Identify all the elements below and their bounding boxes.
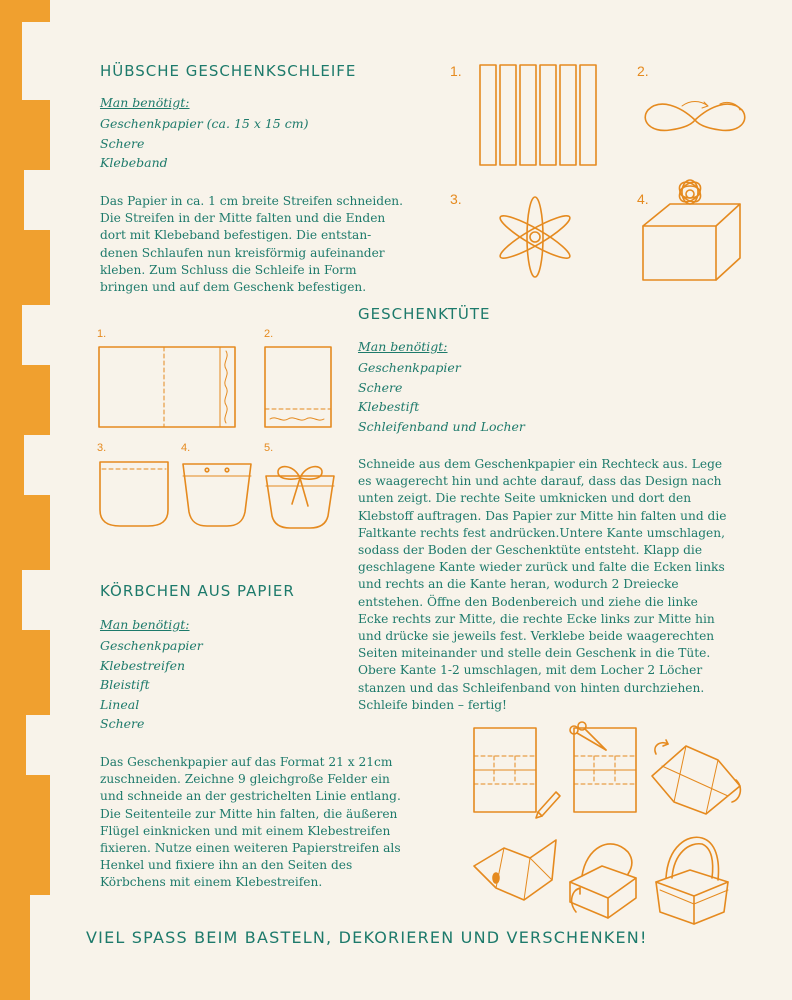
bag-step-5-illustration <box>264 460 336 532</box>
basket-title: KÖRBCHEN AUS PAPIER <box>100 582 295 600</box>
loop-star-illustration <box>490 192 580 282</box>
list-item: Klebestreifen <box>100 657 186 673</box>
basket-folding-illustration <box>648 736 744 818</box>
list-item: Schere <box>100 135 145 151</box>
bag-step-number: 3. <box>97 442 107 454</box>
list-item: Schere <box>358 379 403 395</box>
bow-step-number: 4. <box>637 191 649 207</box>
finished-basket-illustration <box>650 830 734 926</box>
bow-needs-label: Man benötigt: <box>100 95 190 110</box>
bow-instructions: Das Papier in ca. 1 cm breite Streifen schneiden. Die Streifen in der Mitte falten und die Enden dort mit Klebeband befestigen. Die entstan- denen Schlaufen nun kreisförmig aufeinander kleben. Zum Schluss die Schleife in Form bringen und auf dem Geschenk befestigen. <box>100 194 404 295</box>
bow-step-number: 3. <box>450 191 462 207</box>
list-item: Bleistift <box>100 677 150 692</box>
bag-step-number: 4. <box>181 442 191 454</box>
bag-instructions: Schneide aus dem Geschenkpapier ein Rechteck aus. Lege es waagerecht hin und achte darauf, dass das Design nach unten zeigt. Die rechte Seite umknicken und dort den Klebstoff auftragen. Das Papier zur Mitte hin falten und die Faltkante rechts fest andrücken.Untere Kante umschlagen, sodass der Boden der Geschenktüte entsteht. Klapp die geschlagene Kante wieder zurück und falte die Ecken links und rechts an die Kante heran, wodurch 2 Dreiecke entstehen. Öffne den Bodenbereich und ziehe die linke Ecke rechts zur Mitte, die rechte Ecke links zur Mitte hin und drücke sie jeweils fest. Verklebe beide waagerechten Seiten miteinander und stelle dein Geschenk in die Tüte. Obere Kante 1-2 umschlagen, mit dem Locher 2 Löcher stanzen und das Schleifenband von hinten durchziehen. Schleife binden – fertig! <box>358 457 727 712</box>
list-item: Klebestift <box>358 399 420 414</box>
decorative-border <box>0 0 54 1000</box>
list-item: Klebeband <box>100 155 168 170</box>
list-item: Geschenkpapier <box>358 360 461 375</box>
bag-step-4-illustration <box>181 460 253 530</box>
basket-handle-illustration <box>562 832 650 922</box>
gift-box-illustration <box>640 168 745 283</box>
bow-step-number: 1. <box>450 63 462 79</box>
list-item: Schleifenband und Locher <box>358 418 525 434</box>
bow-step-number: 2. <box>637 63 649 79</box>
bag-step-2-illustration <box>264 345 334 430</box>
bag-step-number: 2. <box>264 328 274 340</box>
basket-grid-scissors-illustration <box>566 722 640 816</box>
basket-materials-list <box>100 636 203 734</box>
bag-materials-list <box>358 358 525 436</box>
paper-strips-illustration <box>470 60 605 170</box>
bag-step-1-illustration <box>98 345 238 430</box>
list-item: Geschenkpapier <box>100 638 203 653</box>
closing-message: VIEL SPASS BEIM BASTELN, DEKORIEREN UND VERSCHENKEN! <box>86 928 648 947</box>
basket-assembly-illustration <box>470 826 560 916</box>
bag-step-3-illustration <box>98 460 170 530</box>
bag-needs-label: Man benötigt: <box>358 339 448 354</box>
basket-needs-label: Man benötigt: <box>100 617 190 632</box>
list-item: Lineal <box>100 696 140 712</box>
bag-step-number: 5. <box>264 442 274 454</box>
folded-strip-illustration <box>640 88 750 148</box>
list-item: Schere <box>100 716 145 731</box>
basket-grid-pencil-illustration <box>472 726 564 816</box>
basket-instructions: Das Geschenkpapier auf das Format 21 x 21cm zuschneiden. Zeichne 9 gleichgroße Felder ein und schneide an der gestrichelten Linie entlang. Die Seitenteile zur Mitte hin falten, die äußeren Flügel einknicken und mit einem Klebestreifen fixieren. Nutze einen weiteren Papierstreifen als Henkel und fixiere ihn an den Seiten des Körbchens mit einem Klebestreifen. <box>100 755 401 890</box>
bow-title: HÜBSCHE GESCHENKSCHLEIFE <box>100 62 357 80</box>
bow-materials-list <box>100 114 308 173</box>
bag-step-number: 1. <box>97 328 107 340</box>
list-item: Geschenkpapier (ca. 15 x 15 cm) <box>100 116 309 131</box>
bag-title: GESCHENKTÜTE <box>358 305 491 323</box>
